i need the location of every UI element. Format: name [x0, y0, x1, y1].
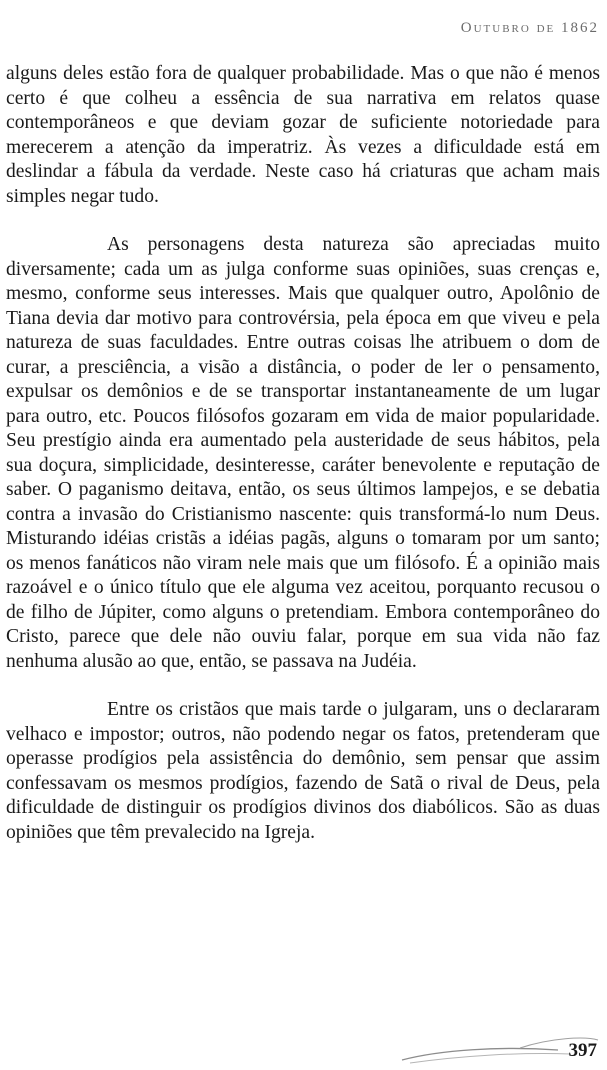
page-number: 397: [568, 1040, 597, 1061]
paragraph-2: As personagens desta natureza são apreciadas muito diversamente; cada um as julga conforme suas opiniões, suas crenças e, mesmo, conforme seus interesses. Mais que qualquer outro, Apolônio de Tiana devia dar motivo para controvérsia, pela época em que viveu e pela natureza de suas faculdades. Entre outras coisas lhe atribuem o dom de curar, a presciência, a visão a distância, o poder de ler o pensamento, expulsar os demônios e de se transportar instantaneamente de um lugar para outro, etc. Poucos filósofos gozaram em vida de maior popularidade. Seu prestígio ainda era aumentado pela austeridade de seus hábitos, pela sua doçura, simplicidade, desinteresse, caráter benevolente e reputação de saber. O paganismo deitava, então, os seus últimos lampejos, e se debatia contra a invasão do Cristianismo nascente: quis transformá-lo num Deus. Misturando idéias cristãs a idéias pagãs, alguns o tomaram por um santo; os menos fanáticos não viram nele mais que um filósofo. É a opinião mais razoável e o único título que ele alguma vez aceitou, porquanto recusou o de filho de Júpiter, como alguns o pretendiam. Embora contemporâneo do Cristo, parece que dele não ouviu falar, porque em sua vida não faz nenhuma alusão ao que, então, se passava na Judéia.: [6, 234, 600, 672]
running-head: Outubro de 1862: [460, 20, 599, 36]
paragraph-3: Entre os cristãos que mais tarde o julgaram, uns o declararam velhaco e impostor; outros, não podendo negar os fatos, pretenderam que operasse prodígios pela assistência do demônio, sem pensar que assim confessavam os mesmos prodígios, fazendo de Satã o rival de Deus, pela dificuldade de distinguir os prodígios divinos dos diabólicos. São as duas opiniões que têm prevalecido na Igreja.: [6, 699, 600, 843]
paragraph-1: alguns deles estão fora de qualquer probabilidade. Mas o que não é menos certo é que colheu a essência de sua narrativa em relatos quase contemporâneos e que deviam gozar de suficiente notoriedade para merecerem a atenção da imperatriz. Às vezes a dificuldade está em deslindar a fábula da verdade. Neste caso há criaturas que acham mais simples negar tudo.: [6, 63, 600, 207]
body-text: [6, 62, 600, 869]
